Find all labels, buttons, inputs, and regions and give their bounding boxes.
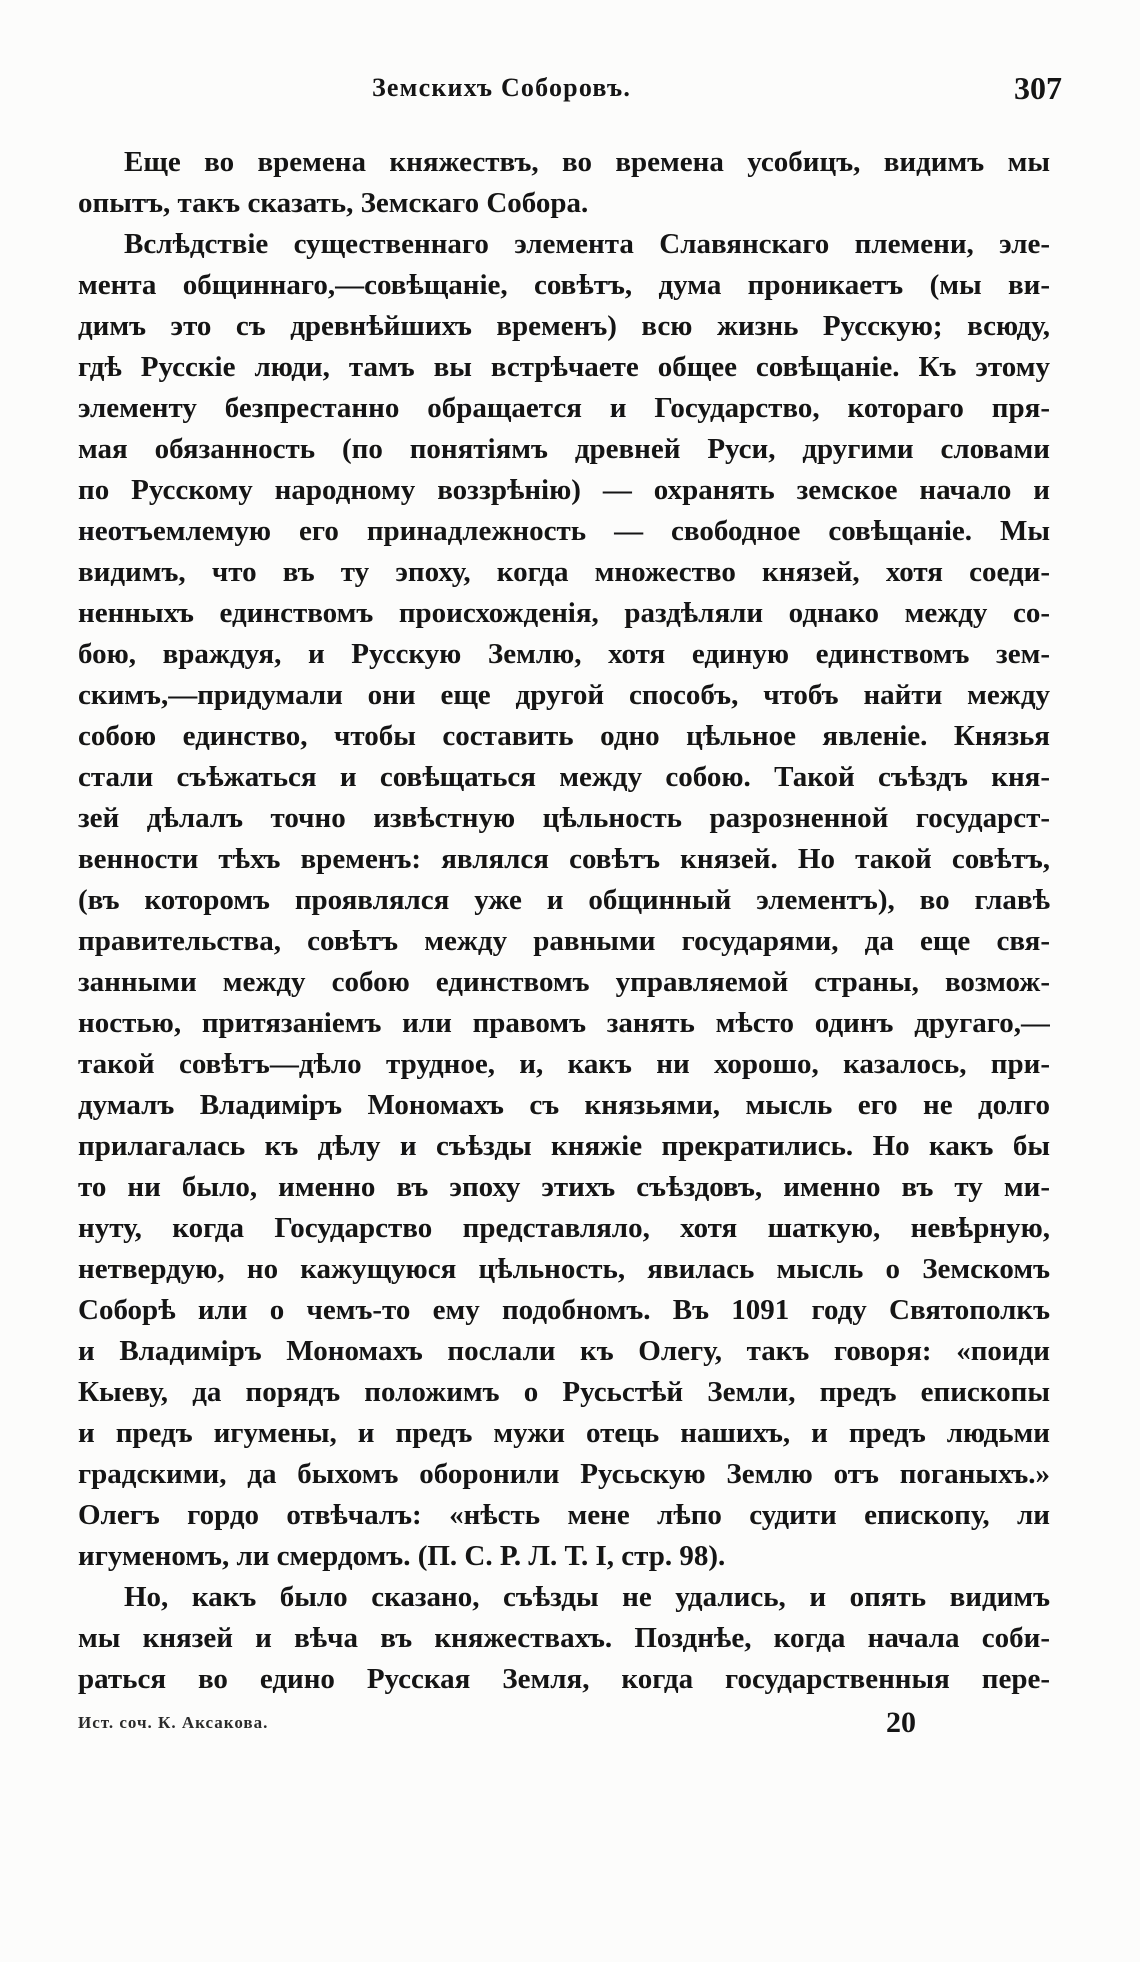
text-line: мая обязанность (по понятіямъ древней Руси, другими словами — [78, 433, 1050, 465]
text-line: градскими, да быхомъ оборонили Русьскую Землю отъ поганыхъ.» — [78, 1458, 1050, 1490]
text-line: собою единство, чтобы составить одно цѣльное явленіе. Князья — [78, 720, 1050, 752]
text-line: раться во едино Русская Земля, когда государственныя пере- — [78, 1663, 1050, 1695]
text-line: нуту, когда Государство представляло, хотя шаткую, невѣрную, — [78, 1212, 1050, 1244]
text-line: опытъ, такъ сказать, Земскаго Собора. — [78, 187, 589, 219]
text-line: Кыеву, да порядъ положимъ о Русьстѣй Земли, предъ епископы — [78, 1376, 1050, 1408]
text-line: димъ это съ древнѣйшихъ временъ) всю жизнь Русскую; всюду, — [78, 310, 1050, 342]
text-line: ностью, притязаніемъ или правомъ занять мѣсто одинъ другаго,— — [78, 1007, 1050, 1039]
text-line: игуменомъ, ли смердомъ. (П. С. Р. Л. Т. I, стр. 98). — [78, 1540, 726, 1572]
text-line: и предъ игумены, и предъ мужи отець нашихъ, и предъ людьми — [78, 1417, 1050, 1449]
signature-mark: Ист. соч. К. Аксакова. — [78, 1713, 269, 1732]
text-line: гдѣ Русскіе люди, тамъ вы встрѣчаете общее совѣщаніе. Къ этому — [78, 351, 1050, 383]
text-line: скимъ,—придумали они еще другой способъ, чтобъ найти между — [78, 679, 1050, 711]
text-line: правительства, совѣтъ между равными государями, да еще свя- — [78, 925, 1050, 957]
text-line: то ни было, именно въ эпоху этихъ съѣздовъ, именно въ ту ми- — [78, 1171, 1050, 1203]
text-line: занными между собою единствомъ управляемой страны, возмож- — [78, 966, 1050, 998]
text-line: стали съѣжаться и совѣщаться между собою. Такой съѣздъ кня- — [78, 761, 1050, 793]
text-line: венности тѣхъ временъ: являлся совѣтъ князей. Но такой совѣтъ, — [78, 843, 1050, 875]
text-line: Еще во времена княжествъ, во времена усобицъ, видимъ мы — [124, 146, 1050, 178]
text-line: зей дѣлалъ точно извѣстную цѣльность разрозненной государст- — [78, 802, 1050, 834]
page-number: 307 — [1014, 70, 1062, 106]
text-line: нетвердую, но кажущуюся цѣльность, явилась мысль о Земскомъ — [78, 1253, 1050, 1285]
text-line: по Русскому народному воззрѣнію) — охранять земское начало и — [78, 474, 1050, 506]
text-line: Но, какъ было сказано, съѣзды не удались, и опять видимъ — [124, 1581, 1050, 1613]
text-line: мы князей и вѣча въ княжествахъ. Позднѣе, когда начала соби- — [78, 1622, 1050, 1654]
text-line: и Владиміръ Мономахъ послали къ Олегу, такъ говоря: «поиди — [78, 1335, 1050, 1367]
text-line: бою, враждуя, и Русскую Землю, хотя единую единствомъ зем- — [78, 638, 1050, 670]
text-line: Соборѣ или о чемъ-то ему подобномъ. Въ 1091 году Святополкъ — [78, 1294, 1050, 1326]
text-line: неотъемлемую его принадлежность — свободное совѣщаніе. Мы — [78, 515, 1050, 547]
text-line: мента общиннаго,—совѣщаніе, совѣтъ, дума проникаетъ (мы ви- — [78, 269, 1050, 301]
text-line: такой совѣтъ—дѣло трудное, и, какъ ни хорошо, казалось, при- — [78, 1048, 1050, 1080]
text-line: ненныхъ единствомъ происхожденія, раздѣляли однако между со- — [78, 597, 1050, 629]
text-line: видимъ, что въ ту эпоху, когда множество князей, хотя соеди- — [78, 556, 1050, 588]
text-line: Олегъ гордо отвѣчалъ: «нѣсть мене лѣпо судити епископу, ли — [78, 1499, 1050, 1531]
running-head: Земскихъ Соборовъ. — [372, 73, 632, 102]
text-line: (въ которомъ проявлялся уже и общинный элементъ), во главѣ — [78, 884, 1050, 916]
body-text — [78, 142, 1050, 1700]
text-line: прилагалась къ дѣлу и съѣзды княжіе прекратились. Но какъ бы — [78, 1130, 1050, 1162]
text-line: думалъ Владиміръ Мономахъ съ князьями, мысль его не долго — [78, 1089, 1050, 1121]
text-line: элементу безпрестанно обращается и Государство, котораго пря- — [78, 392, 1050, 424]
sheet-number: 20 — [886, 1706, 916, 1739]
text-line: Вслѣдствіе существеннаго элемента Славянскаго племени, эле- — [124, 228, 1050, 260]
